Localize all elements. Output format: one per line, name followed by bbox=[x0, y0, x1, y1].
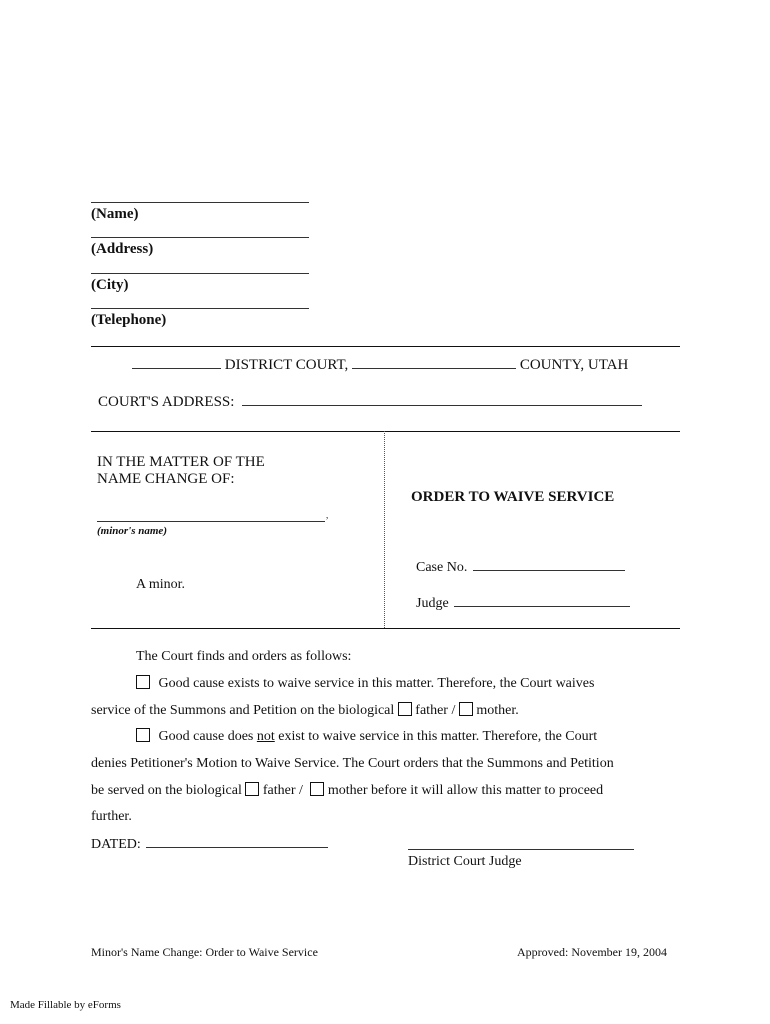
option2-line1 bbox=[136, 728, 597, 746]
option2-line2: denies Petitioner's Motion to Waive Service. The Court orders that the Summons and Petition bbox=[91, 756, 614, 771]
dated-label: DATED: bbox=[91, 837, 141, 852]
judge-blank[interactable] bbox=[454, 594, 630, 607]
judge-signature-label: District Court Judge bbox=[408, 854, 522, 869]
good-cause-not-exists-checkbox[interactable] bbox=[136, 728, 150, 742]
matter-line2: NAME CHANGE OF: bbox=[97, 471, 235, 487]
name-label: (Name) bbox=[91, 206, 139, 222]
order-title: ORDER TO WAIVE SERVICE bbox=[411, 489, 615, 505]
dated-blank[interactable] bbox=[146, 835, 328, 848]
separator-top bbox=[91, 346, 680, 347]
district-court-label: DISTRICT COURT, bbox=[224, 357, 349, 373]
option1-mother-checkbox[interactable] bbox=[459, 702, 473, 716]
city-field-line[interactable] bbox=[91, 273, 309, 274]
court-address-label: COURT'S ADDRESS: bbox=[98, 394, 235, 410]
option2-line3 bbox=[91, 782, 603, 800]
telephone-field-line[interactable] bbox=[91, 308, 309, 309]
judge-signature-line[interactable] bbox=[408, 849, 634, 850]
city-label: (City) bbox=[91, 277, 129, 293]
option2-not: not bbox=[256, 729, 275, 744]
case-no-label: Case No. bbox=[416, 560, 468, 575]
minor-name-label: (minor's name) bbox=[97, 525, 167, 537]
address-field-line[interactable] bbox=[91, 237, 309, 238]
option2-line4: further. bbox=[91, 809, 132, 824]
good-cause-exists-checkbox[interactable] bbox=[136, 675, 150, 689]
county-blank[interactable] bbox=[352, 356, 516, 369]
option1-line2-text: service of the Summons and Petition on the biological bbox=[91, 703, 395, 718]
intro-text: The Court finds and orders as follows: bbox=[136, 649, 352, 664]
option1-father-label: father / bbox=[415, 703, 456, 718]
case-no-blank[interactable] bbox=[473, 558, 625, 571]
option1-line2 bbox=[91, 702, 519, 720]
option2-father-checkbox[interactable] bbox=[245, 782, 259, 796]
judge-row bbox=[416, 594, 630, 613]
option2-end: exist to waive service in this matter. Therefore, the Court bbox=[278, 729, 598, 744]
district-blank[interactable] bbox=[132, 356, 221, 369]
caption-top-line bbox=[91, 431, 680, 432]
court-address-blank[interactable] bbox=[242, 393, 642, 406]
district-court-row bbox=[132, 356, 628, 374]
dated-row bbox=[91, 835, 328, 854]
judge-label: Judge bbox=[416, 596, 449, 611]
option1-line1 bbox=[136, 675, 594, 693]
option1-text: Good cause exists to waive service in this matter. Therefore, the Court waives bbox=[158, 676, 595, 691]
matter-line1: IN THE MATTER OF THE bbox=[97, 454, 265, 470]
footer-left: Minor's Name Change: Order to Waive Service bbox=[91, 945, 318, 959]
name-field-line[interactable] bbox=[91, 202, 309, 203]
option2-father-label: father / bbox=[262, 783, 303, 798]
minor-name-comma: , bbox=[326, 510, 329, 520]
caption-divider bbox=[384, 431, 385, 628]
telephone-label: (Telephone) bbox=[91, 312, 167, 328]
option2-line3-end: mother before it will allow this matter to proceed bbox=[327, 783, 604, 798]
case-no-row bbox=[416, 558, 625, 577]
court-address-row bbox=[98, 393, 642, 411]
a-minor-label: A minor. bbox=[136, 577, 186, 592]
option1-father-checkbox[interactable] bbox=[398, 702, 412, 716]
option1-mother-label: mother. bbox=[476, 703, 519, 718]
option2-start: Good cause does bbox=[158, 729, 254, 744]
footer-right: Approved: November 19, 2004 bbox=[517, 945, 667, 959]
county-utah-label: COUNTY, UTAH bbox=[519, 357, 629, 373]
address-label: (Address) bbox=[91, 241, 154, 257]
option2-line3-start: be served on the biological bbox=[91, 783, 242, 798]
minor-name-field-line[interactable] bbox=[97, 521, 325, 522]
made-fillable-link[interactable]: Made Fillable by eForms bbox=[10, 999, 121, 1011]
option2-mother-checkbox[interactable] bbox=[310, 782, 324, 796]
caption-bottom-line bbox=[91, 628, 680, 629]
